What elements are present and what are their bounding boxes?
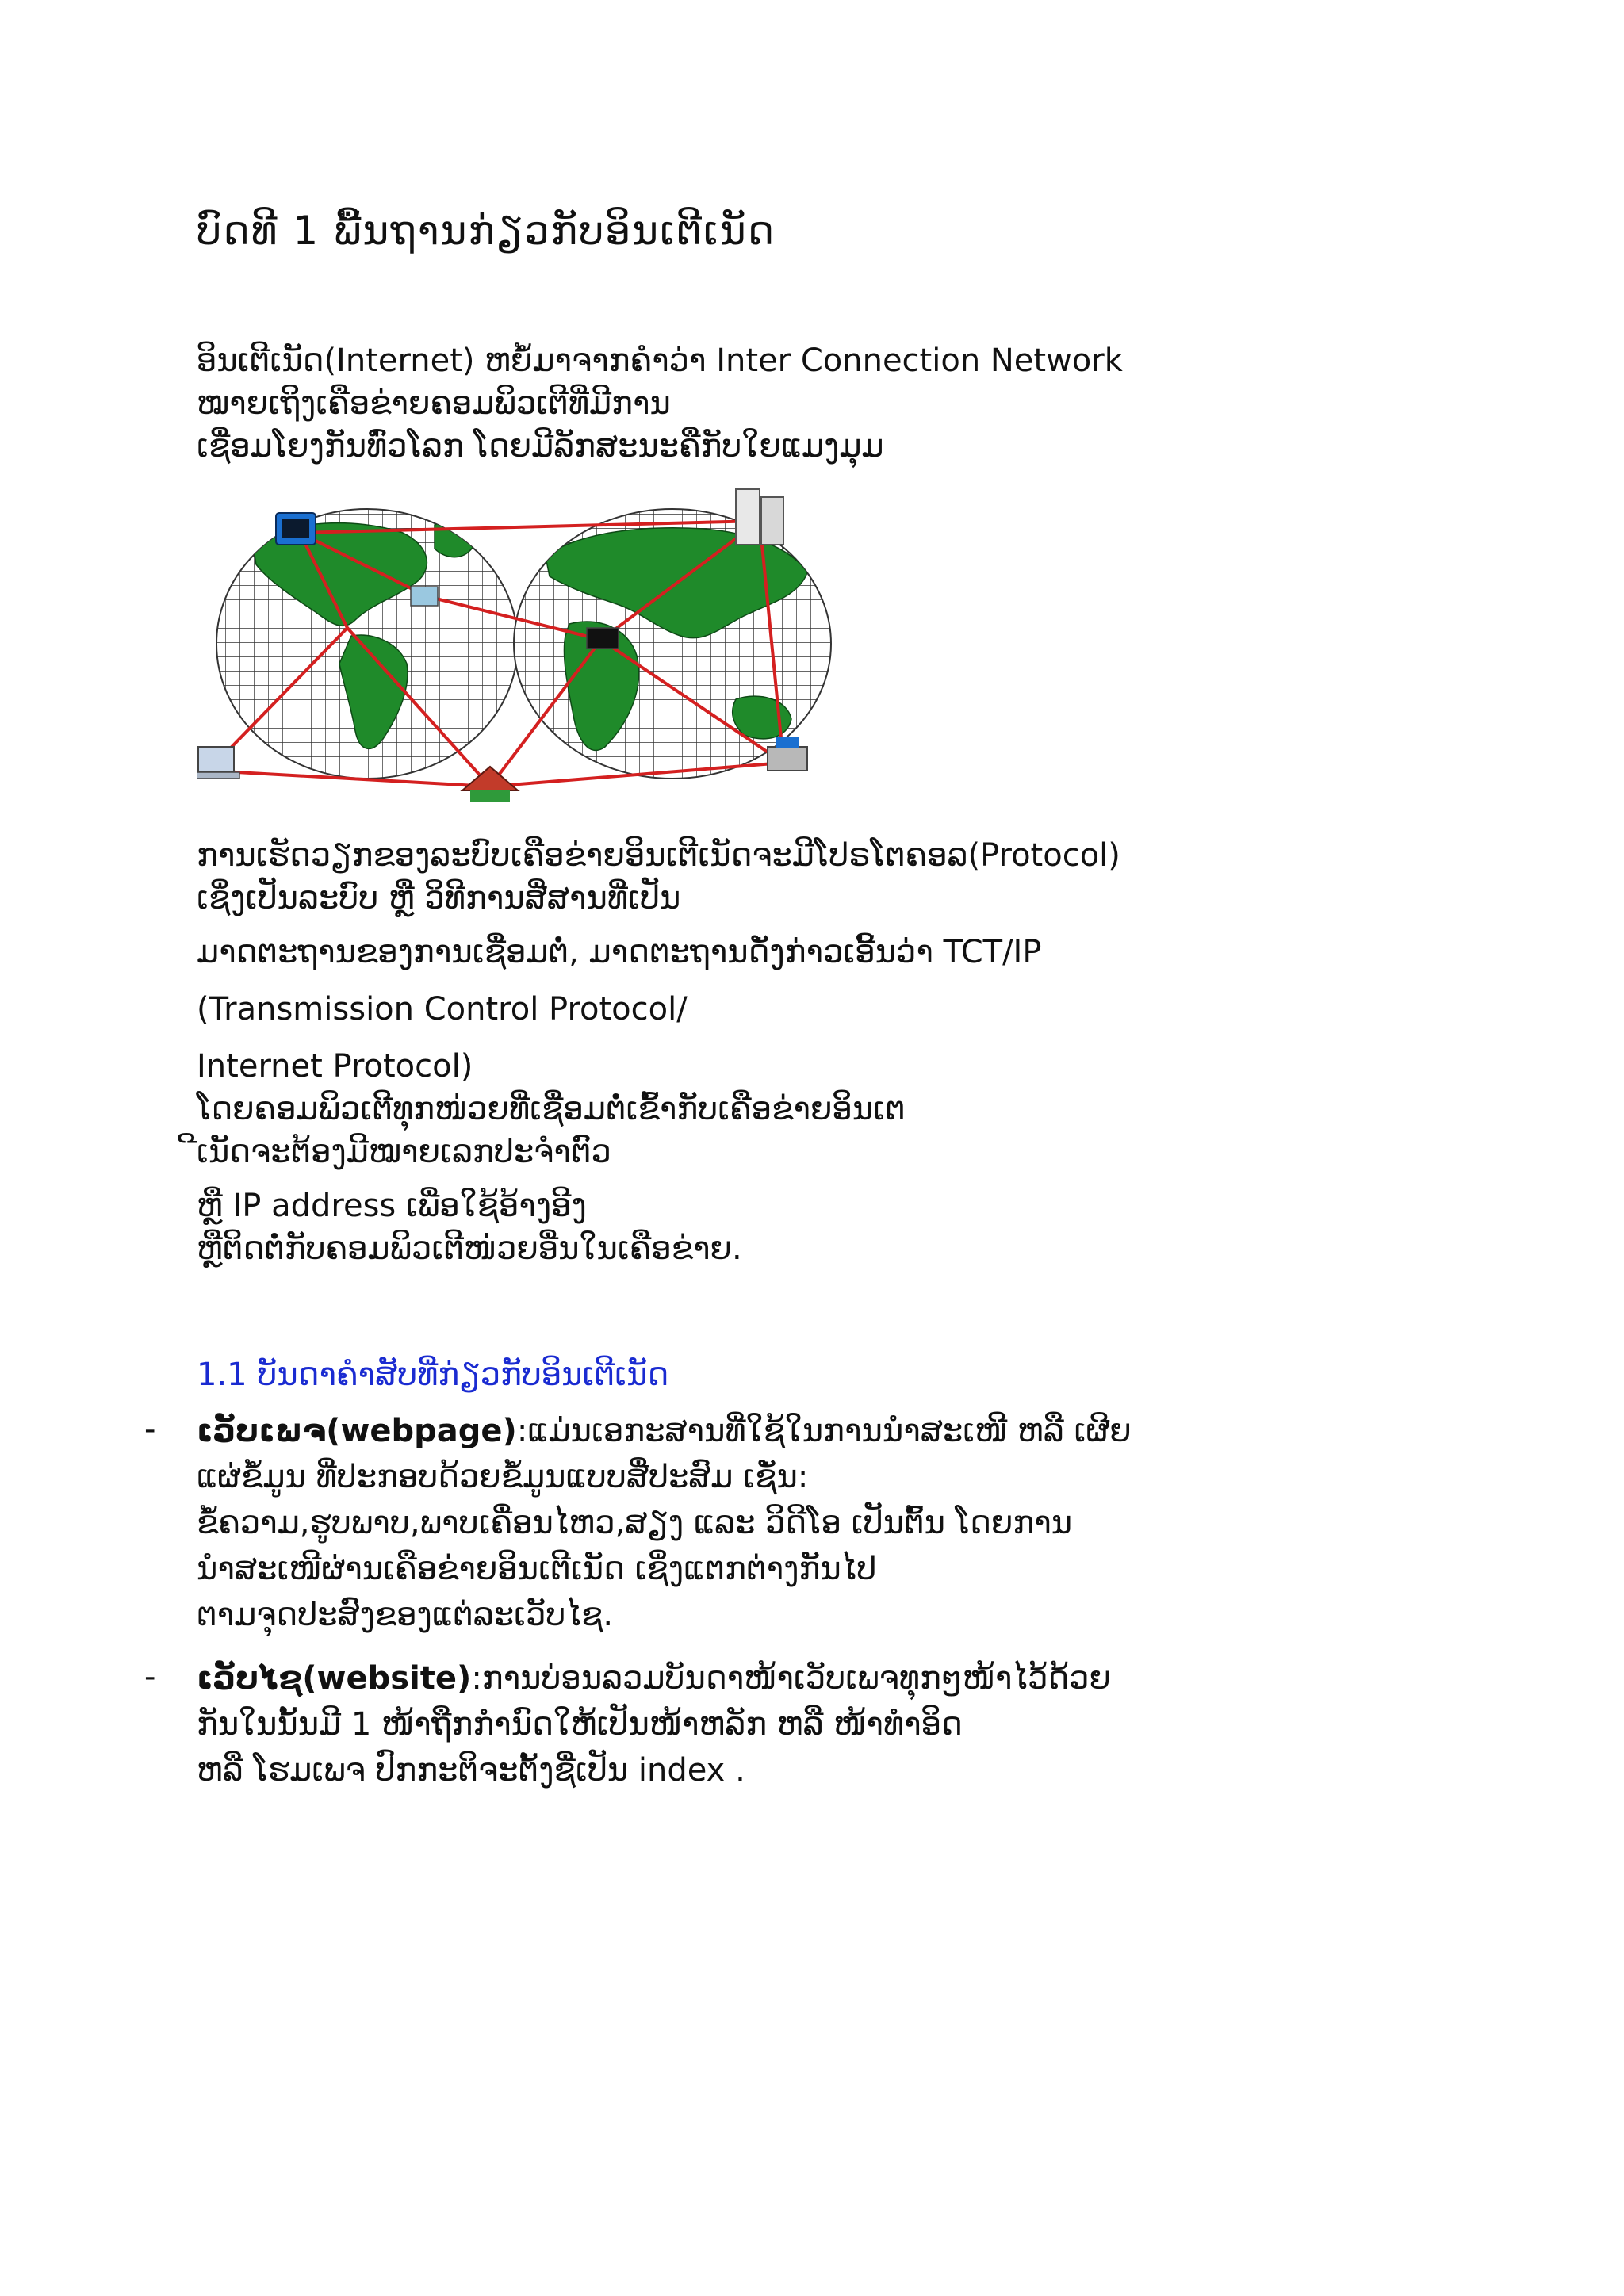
protocol-paragraph [197, 834, 1120, 1270]
page-title: ບົດທີ 1 ພື້ນຖານກ່ຽວກັບອິນເຕີເນັດ [197, 208, 776, 254]
bullet-marker: - [144, 1411, 156, 1448]
computer-icon [276, 513, 316, 545]
protocol-line: ມາດຕະຖານຂອງການເຊື່ອມຕໍ່, ມາດຕະຖານດັ່ງກ່າວເອີ້ນວ່າ TCT/IP [197, 934, 1042, 970]
bullet-marker: - [144, 1659, 156, 1695]
definition-text: ຫລື ໂຮມເພຈ ປົກກະຕິຈະຕັ້ງຊື່ເປັນ index . [197, 1752, 745, 1789]
protocol-line: (Transmission Control Protocol/ [197, 991, 688, 1027]
protocol-line: ຫຼື IP address ເພື່ອໃຊ້ອ້າງອີງ [197, 1188, 587, 1224]
world-network-globe-image [197, 485, 855, 802]
definition-term: ເວັບເພຈ(webpage) [197, 1413, 517, 1449]
intro-paragraph [197, 339, 1123, 468]
world-network-figure [197, 485, 855, 802]
server-icon [736, 489, 783, 545]
protocol-line: ຫຼືຕິດຕໍ່ກັບຄອມພິວເຕີໜ່ວຍອື່ນໃນເຄືອຂ່າຍ. [197, 1230, 742, 1267]
definition-webpage [197, 1408, 1132, 1638]
definition-text: ແຜ່ຂໍ້ມູນ ທີ່ປະກອບດ້ວຍຂໍ້ມູນແບບສື່ປະສົມ ເຊັ່ນ: [197, 1459, 809, 1495]
definition-text: ຕາມຈຸດປະສົງຂອງແຕ່ລະເວັບໄຊ. [197, 1597, 614, 1633]
definition-text: ນຳສະເໜີຜ່ານເຄືອຂ່າຍອິນເຕີເນັດ ເຊິ່ງແຕກຕ່າງກັນໄປ [197, 1551, 877, 1587]
protocol-line: Internet Protocol) [197, 1048, 473, 1085]
protocol-line: ີເນັດຈະຕ້ອງມີໝາຍເລກປະຈຳຕົວ [197, 1134, 611, 1170]
definition-text: :ແມ່ນເອກະສານທີ່ໃຊ້ໃນການນຳສະເໜີ ຫລື ເຜີຍ [516, 1413, 1132, 1449]
left-hemisphere [213, 505, 530, 783]
protocol-line: ການເຮັດວຽກຂອງລະບົບເຄືອຂ່າຍອິນເຕີເນັດຈະມີໂປຣໂຕຄອລ(Protocol) [197, 837, 1120, 874]
intro-line: ໝາຍເຖິງເຄືອຂ່າຍຄອມພິວເຕີທີ່ມີການ [197, 385, 671, 422]
protocol-line: ເຊິ່ງເປັນລະບົບ ຫຼື ວິທີການສື່ສານທີ່ເປັນ [197, 880, 681, 916]
intro-line: ອິນເຕີເນັດ(Internet) ຫຍໍ້ມາຈາກຄຳວ່າ Inter Connection Network [197, 342, 1123, 379]
laptop-icon [197, 747, 239, 779]
definition-text: :ການບ່ອນລວມບັນດາໜ້າເວັບເພຈທຸກໆໜ້າໄວ້ດ້ວຍ [471, 1660, 1111, 1697]
protocol-line: ໂດຍຄອມພິວເຕີທຸກໜ່ວຍທີ່ເຊື່ອມຕໍ່ເຂົ້າກັບເຄືອຂ່າຍອິນເຕ [197, 1091, 906, 1127]
section-heading: 1.1 ບັນດາຄຳສັບທີ່ກ່ຽວກັບອິນເຕີເນັດ [197, 1357, 669, 1393]
definition-text: ກັນໃນນັ້ນມີ 1 ໜ້າຖືກກຳນົດໃຫ້ເປັນໜ້າຫລັກ ຫລື ໜ້າທຳອິດ [197, 1706, 963, 1743]
intro-line: ເຊື່ອມໂຍງກັນທົ່ວໂລກ ໂດຍມີລັກສະນະຄືກັບໃຍແມງມຸມ [197, 428, 884, 465]
definition-website [197, 1655, 1111, 1793]
definition-text: ຂໍ້ຄວາມ,ຮູບພາບ,ພາບເຄື່ອນໄຫວ,ສຽງ ແລະ ວິດີໂອ ເປັນຕົ້ນ ໂດຍການ [197, 1505, 1073, 1541]
definition-term: ເວັບໄຊ(website) [197, 1660, 472, 1697]
house-icon [462, 767, 518, 802]
